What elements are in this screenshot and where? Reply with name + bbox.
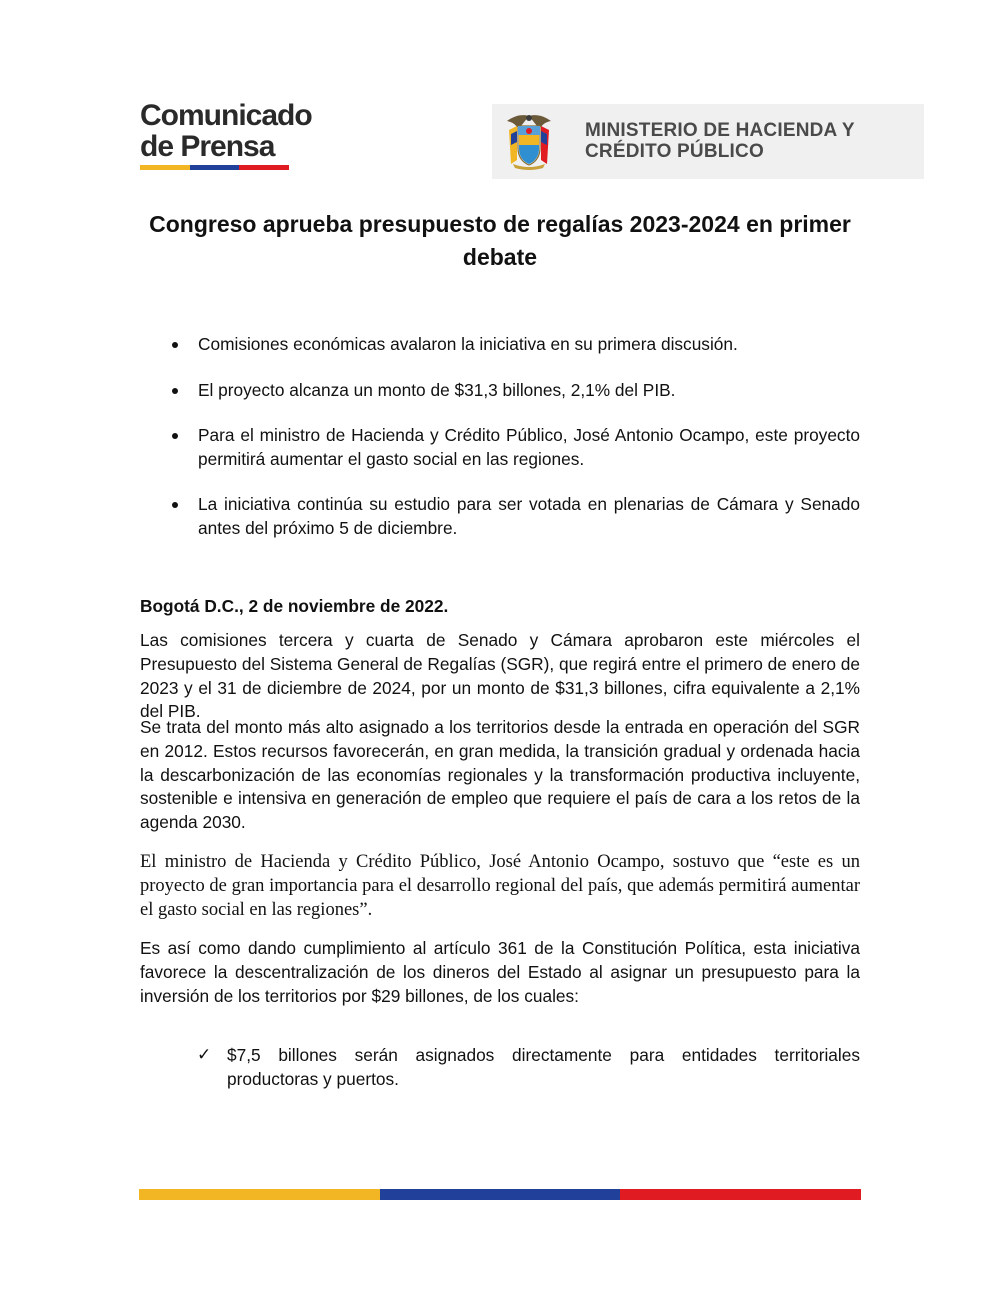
bullet-dot-icon — [172, 342, 178, 348]
press-release-logo — [140, 100, 360, 162]
footer-color-bar — [139, 1189, 861, 1200]
allocation-checklist — [197, 1044, 860, 1091]
bullet-text: El proyecto alcanza un monto de $31,3 billones, 2,1% del PIB. — [198, 379, 676, 400]
footer-bar-blue — [380, 1189, 621, 1200]
list-item — [198, 333, 860, 357]
list-item — [198, 424, 860, 471]
brand-bar-red — [239, 165, 289, 170]
ministry-name — [585, 120, 920, 162]
ministry-line-2: CRÉDITO PÚBLICO — [585, 141, 764, 162]
list-item — [197, 1044, 860, 1091]
body-paragraph-1: Las comisiones tercera y cuarta de Senado y Cámara aprobaron este miércoles el Presupuesto del Sistema General de Regalías (SGR), que regirá entre el primero de enero de 2023 y el 31 de diciembre de 2024, por un monto de $31,3 billones, cifra equivalente a 2,1% del PIB. — [140, 630, 860, 722]
brand-bar-blue — [190, 165, 240, 170]
list-item — [198, 493, 860, 540]
brand-line-2: de Prensa — [140, 130, 275, 163]
bullet-dot-icon — [172, 502, 178, 508]
bullet-dot-icon — [172, 388, 178, 394]
body-paragraph-4: Es así como dando cumplimiento al artículo 361 de la Constitución Política, esta iniciativa favorece la descentralización de los dineros del Estado al asignar un presupuesto para la inversión de los territorios por $29 billones, de los cuales: — [140, 938, 860, 1006]
brand-line-1: Comunicado — [140, 99, 312, 132]
dateline: Bogotá D.C., 2 de noviembre de 2022. — [140, 596, 449, 616]
bullet-dot-icon — [172, 433, 178, 439]
list-item — [198, 379, 860, 403]
brand-color-bar — [140, 165, 289, 170]
footer-bar-red — [620, 1189, 861, 1200]
checklist-text: $7,5 billones serán asignados directamente para entidades territoriales productoras y puertos. — [227, 1045, 860, 1089]
bullet-text: Para el ministro de Hacienda y Crédito Público, José Antonio Ocampo, este proyecto permitirá aumentar el gasto social en las regiones. — [198, 425, 860, 469]
checkmark-icon: ✓ — [197, 1045, 212, 1065]
ministry-line-1: MINISTERIO DE HACIENDA Y — [585, 120, 855, 141]
brand-bar-yellow — [140, 165, 190, 170]
press-release-title: Congreso aprueba presupuesto de regalías 2023-2024 en primer debate — [149, 211, 851, 270]
minister-quote-paragraph: El ministro de Hacienda y Crédito Público, José Antonio Ocampo, sostuvo que “este es un proyecto de gran importancia para el desarrollo regional del país, que además permitirá aumentar el gasto social en las regiones”. — [140, 852, 860, 920]
footer-bar-yellow — [139, 1189, 380, 1200]
colombia-coat-of-arms-icon — [503, 112, 555, 170]
summary-bullet-list — [198, 333, 860, 540]
bullet-text: Comisiones económicas avalaron la iniciativa en su primera discusión. — [198, 334, 738, 354]
body-paragraph-2: Se trata del monto más alto asignado a los territorios desde la entrada en operación del SGR en 2012. Estos recursos favorecerán, en gran medida, la transición gradual y ordenada hacia la descarbonización de las economías regionales y la transformación productiva incluyente, sostenible e intensiva en generación de empleo que requiere el país de cara a los retos de la agenda 2030. — [140, 717, 860, 833]
bullet-text: La iniciativa continúa su estudio para ser votada en plenarias de Cámara y Senado antes del próximo 5 de diciembre. — [198, 494, 860, 538]
